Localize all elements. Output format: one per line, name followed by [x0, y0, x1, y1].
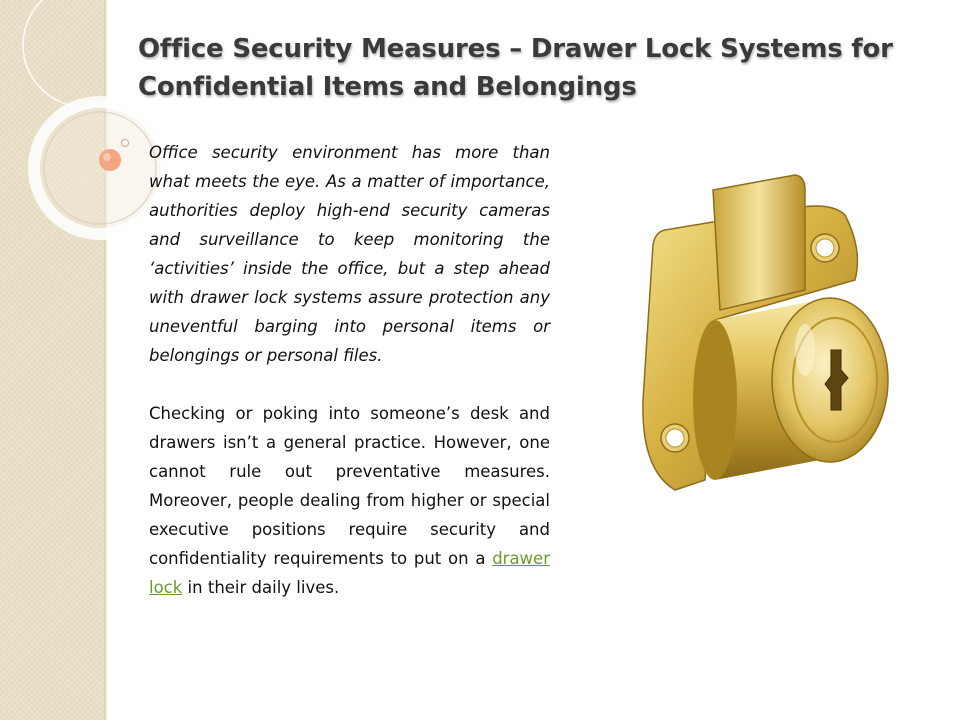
slide-body [149, 138, 550, 602]
paragraph-2-text: Checking or poking into someone’s desk and drawers isn’t a general practice. However, one cannot rule out preventative measures. Moreover, people dealing from higher or special executive positions require security and confidentiality requirements to put on a [149, 404, 550, 568]
paragraph-2 [149, 399, 550, 602]
paragraph-2-tail: in their daily lives. [182, 578, 340, 597]
bullet-dot-icon [99, 149, 121, 171]
drawer-lock-link[interactable]: drawer lock [149, 549, 550, 597]
paragraph-spacer [149, 370, 550, 399]
small-ring-icon [122, 140, 129, 147]
paragraph-1: Office security environment has more than what meets the eye. As a matter of importance, authorities deploy high-end security cameras and surveillance to keep monitoring the ‘activities’ inside the office, but a step ahead with drawer lock systems assure protection any uneventful barging into personal items or belongings or personal files. [149, 143, 550, 365]
slide-title: Office Security Measures – Drawer Lock Systems for Confidential Items and Belongings [138, 34, 893, 102]
decorative-circles [0, 0, 140, 240]
drawer-lock-image [635, 170, 900, 495]
